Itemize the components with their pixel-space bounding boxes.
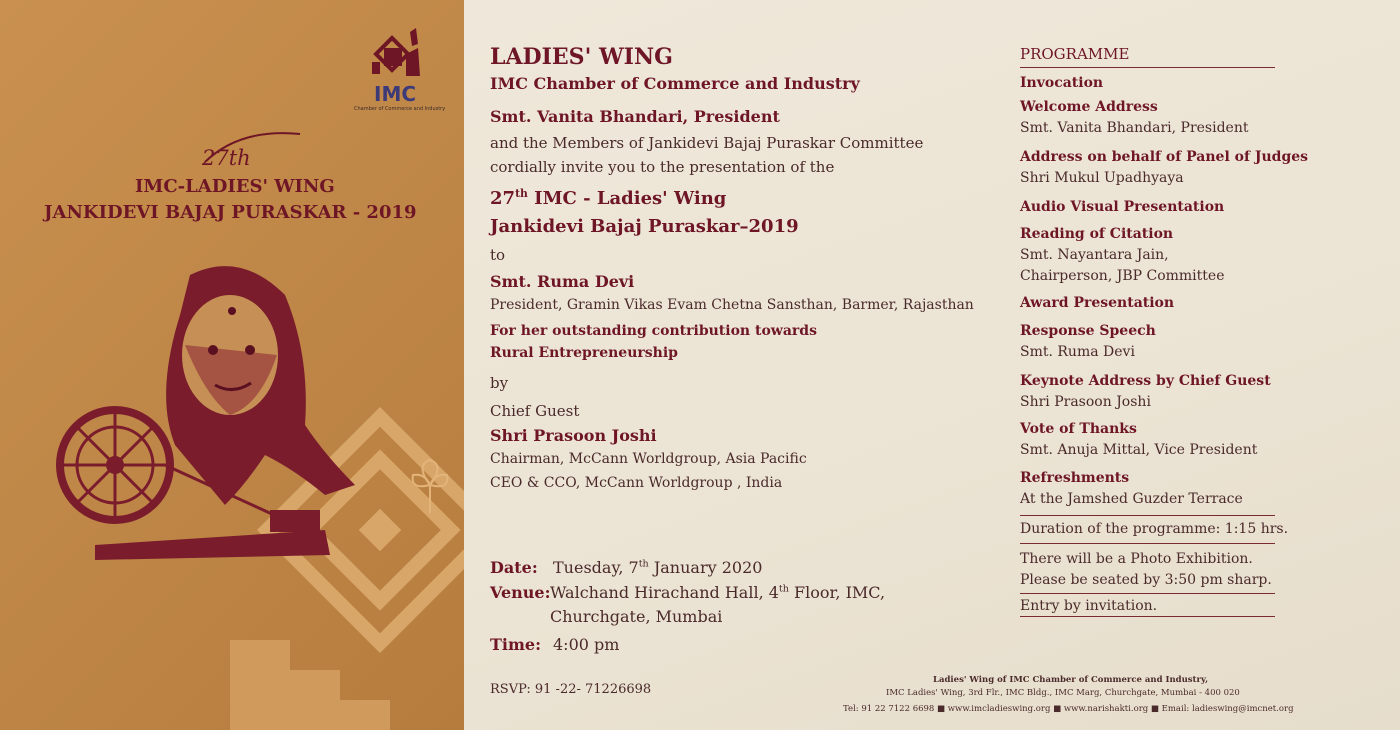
prog-duration: Duration of the programme: 1:15 hrs.	[1020, 521, 1289, 537]
venue-value-suffix: th	[778, 583, 789, 595]
footer-line2: IMC Ladies' Wing, 3rd Flr., IMC Bldg., IMC Marg, Churchgate, Mumbai - 400 020	[886, 688, 1240, 698]
footer-tel: Tel: 91 22 7122 6698	[843, 704, 935, 714]
award-number-suffix: th	[515, 187, 528, 200]
chief-guest-role1: Chairman, McCann Worldgroup, Asia Pacific	[490, 451, 807, 467]
prog-welcome: Welcome Address	[1020, 99, 1158, 115]
divider	[1020, 543, 1275, 544]
venue-value-main: Walchand Hirachand Hall, 4	[550, 583, 779, 602]
venue-value-rest: Floor, IMC,	[788, 583, 886, 602]
prog-citation-by2: Chairperson, JBP Committee	[1020, 268, 1225, 284]
date-value-main: Tuesday, 7	[553, 558, 639, 577]
date-label: Date:	[490, 558, 538, 577]
prog-keynote-by: Shri Prasoon Joshi	[1020, 394, 1151, 410]
divider	[1020, 67, 1275, 68]
bullet-icon: ■	[1053, 704, 1062, 714]
date-value-rest: January 2020	[648, 558, 763, 577]
prog-welcome-by: Smt. Vanita Bhandari, President	[1020, 120, 1249, 136]
footer-email[interactable]: Email: ladieswing@imcnet.org	[1161, 704, 1294, 714]
time-value: 4:00 pm	[553, 635, 620, 654]
prog-refreshments: Refreshments	[1020, 470, 1130, 486]
footer-web2[interactable]: www.narishakti.org	[1063, 704, 1149, 714]
chief-guest-name: Shri Prasoon Joshi	[490, 426, 657, 445]
venue-label: Venue:	[490, 583, 551, 602]
illustration-panel	[0, 0, 464, 730]
prog-response-by: Smt. Ruma Devi	[1020, 344, 1135, 360]
award-number: 27	[490, 188, 516, 209]
president-line: Smt. Vanita Bhandari, President	[490, 107, 780, 126]
divider	[1020, 616, 1275, 617]
bullet-icon: ■	[937, 704, 946, 714]
footer-line1: Ladies' Wing of IMC Chamber of Commerce and Industry,	[933, 675, 1209, 685]
prog-award: Award Presentation	[1020, 295, 1175, 311]
chief-guest-role2: CEO & CCO, McCann Worldgroup , India	[490, 475, 783, 491]
date-value	[553, 558, 762, 577]
footer-contacts	[843, 704, 1294, 714]
award-line1-text: IMC - Ladies' Wing	[527, 188, 727, 209]
prog-refreshments-at: At the Jamshed Guzder Terrace	[1020, 491, 1243, 507]
venue-value	[550, 583, 885, 602]
rsvp: RSVP: 91 -22- 71226698	[490, 682, 652, 697]
prog-thanks: Vote of Thanks	[1020, 421, 1137, 437]
divider	[1020, 515, 1275, 516]
footer-web1[interactable]: www.imcladieswing.org	[947, 704, 1051, 714]
to-label: to	[490, 246, 506, 264]
prog-judges-by: Shri Mukul Upadhyaya	[1020, 170, 1184, 186]
imc-logo-subtitle: Chamber of Commerce and Industry	[354, 106, 446, 112]
prog-thanks-by: Smt. Anuja Mittal, Vice President	[1020, 442, 1258, 458]
imc-logo-name: IMC	[374, 82, 417, 106]
card-title-line2: JANKIDEVI BAJAJ PURASKAR - 2019	[44, 202, 417, 223]
prog-entry: Entry by invitation.	[1020, 598, 1158, 614]
prog-citation-by1: Smt. Nayantara Jain,	[1020, 247, 1169, 263]
edition-label: 27th	[202, 146, 251, 170]
bullet-icon: ■	[1150, 704, 1159, 714]
prog-av: Audio Visual Presentation	[1020, 199, 1225, 215]
prog-judges: Address on behalf of Panel of Judges	[1020, 149, 1309, 165]
by-label: by	[490, 374, 509, 392]
date-value-suffix: th	[638, 558, 649, 570]
imc-logo-icon	[370, 26, 426, 84]
org-name: IMC Chamber of Commerce and Industry	[490, 74, 860, 93]
invite-line1: and the Members of Jankidevi Bajaj Puraskar Committee	[490, 134, 924, 152]
venue-line2: Churchgate, Mumbai	[550, 607, 723, 626]
prog-invocation: Invocation	[1020, 75, 1104, 91]
flower-icon	[405, 455, 455, 515]
prog-photo2: Please be seated by 3:50 pm sharp.	[1020, 572, 1272, 588]
contribution-line1: For her outstanding contribution towards	[490, 323, 817, 339]
time-label: Time:	[490, 635, 541, 654]
awardee-name: Smt. Ruma Devi	[490, 272, 635, 291]
wing-heading: LADIES' WING	[490, 44, 673, 70]
awardee-role: President, Gramin Vikas Evam Chetna Sansthan, Barmer, Rajasthan	[490, 297, 974, 313]
invite-line2: cordially invite you to the presentation of the	[490, 158, 835, 176]
card-title-line1: IMC-LADIES' WING	[135, 176, 335, 197]
divider	[1020, 593, 1275, 594]
chief-guest-label: Chief Guest	[490, 402, 580, 420]
portrait-illustration	[55, 255, 355, 565]
prog-photo1: There will be a Photo Exhibition.	[1020, 551, 1253, 567]
prog-response: Response Speech	[1020, 323, 1156, 339]
prog-citation: Reading of Citation	[1020, 226, 1174, 242]
contribution-line2: Rural Entrepreneurship	[490, 345, 678, 361]
imc-logo	[350, 26, 450, 116]
award-title-line2: Jankidevi Bajaj Puraskar–2019	[490, 216, 799, 237]
prog-keynote: Keynote Address by Chief Guest	[1020, 373, 1271, 389]
award-title-line1	[490, 188, 726, 209]
programme-title: PROGRAMME	[1020, 45, 1130, 63]
